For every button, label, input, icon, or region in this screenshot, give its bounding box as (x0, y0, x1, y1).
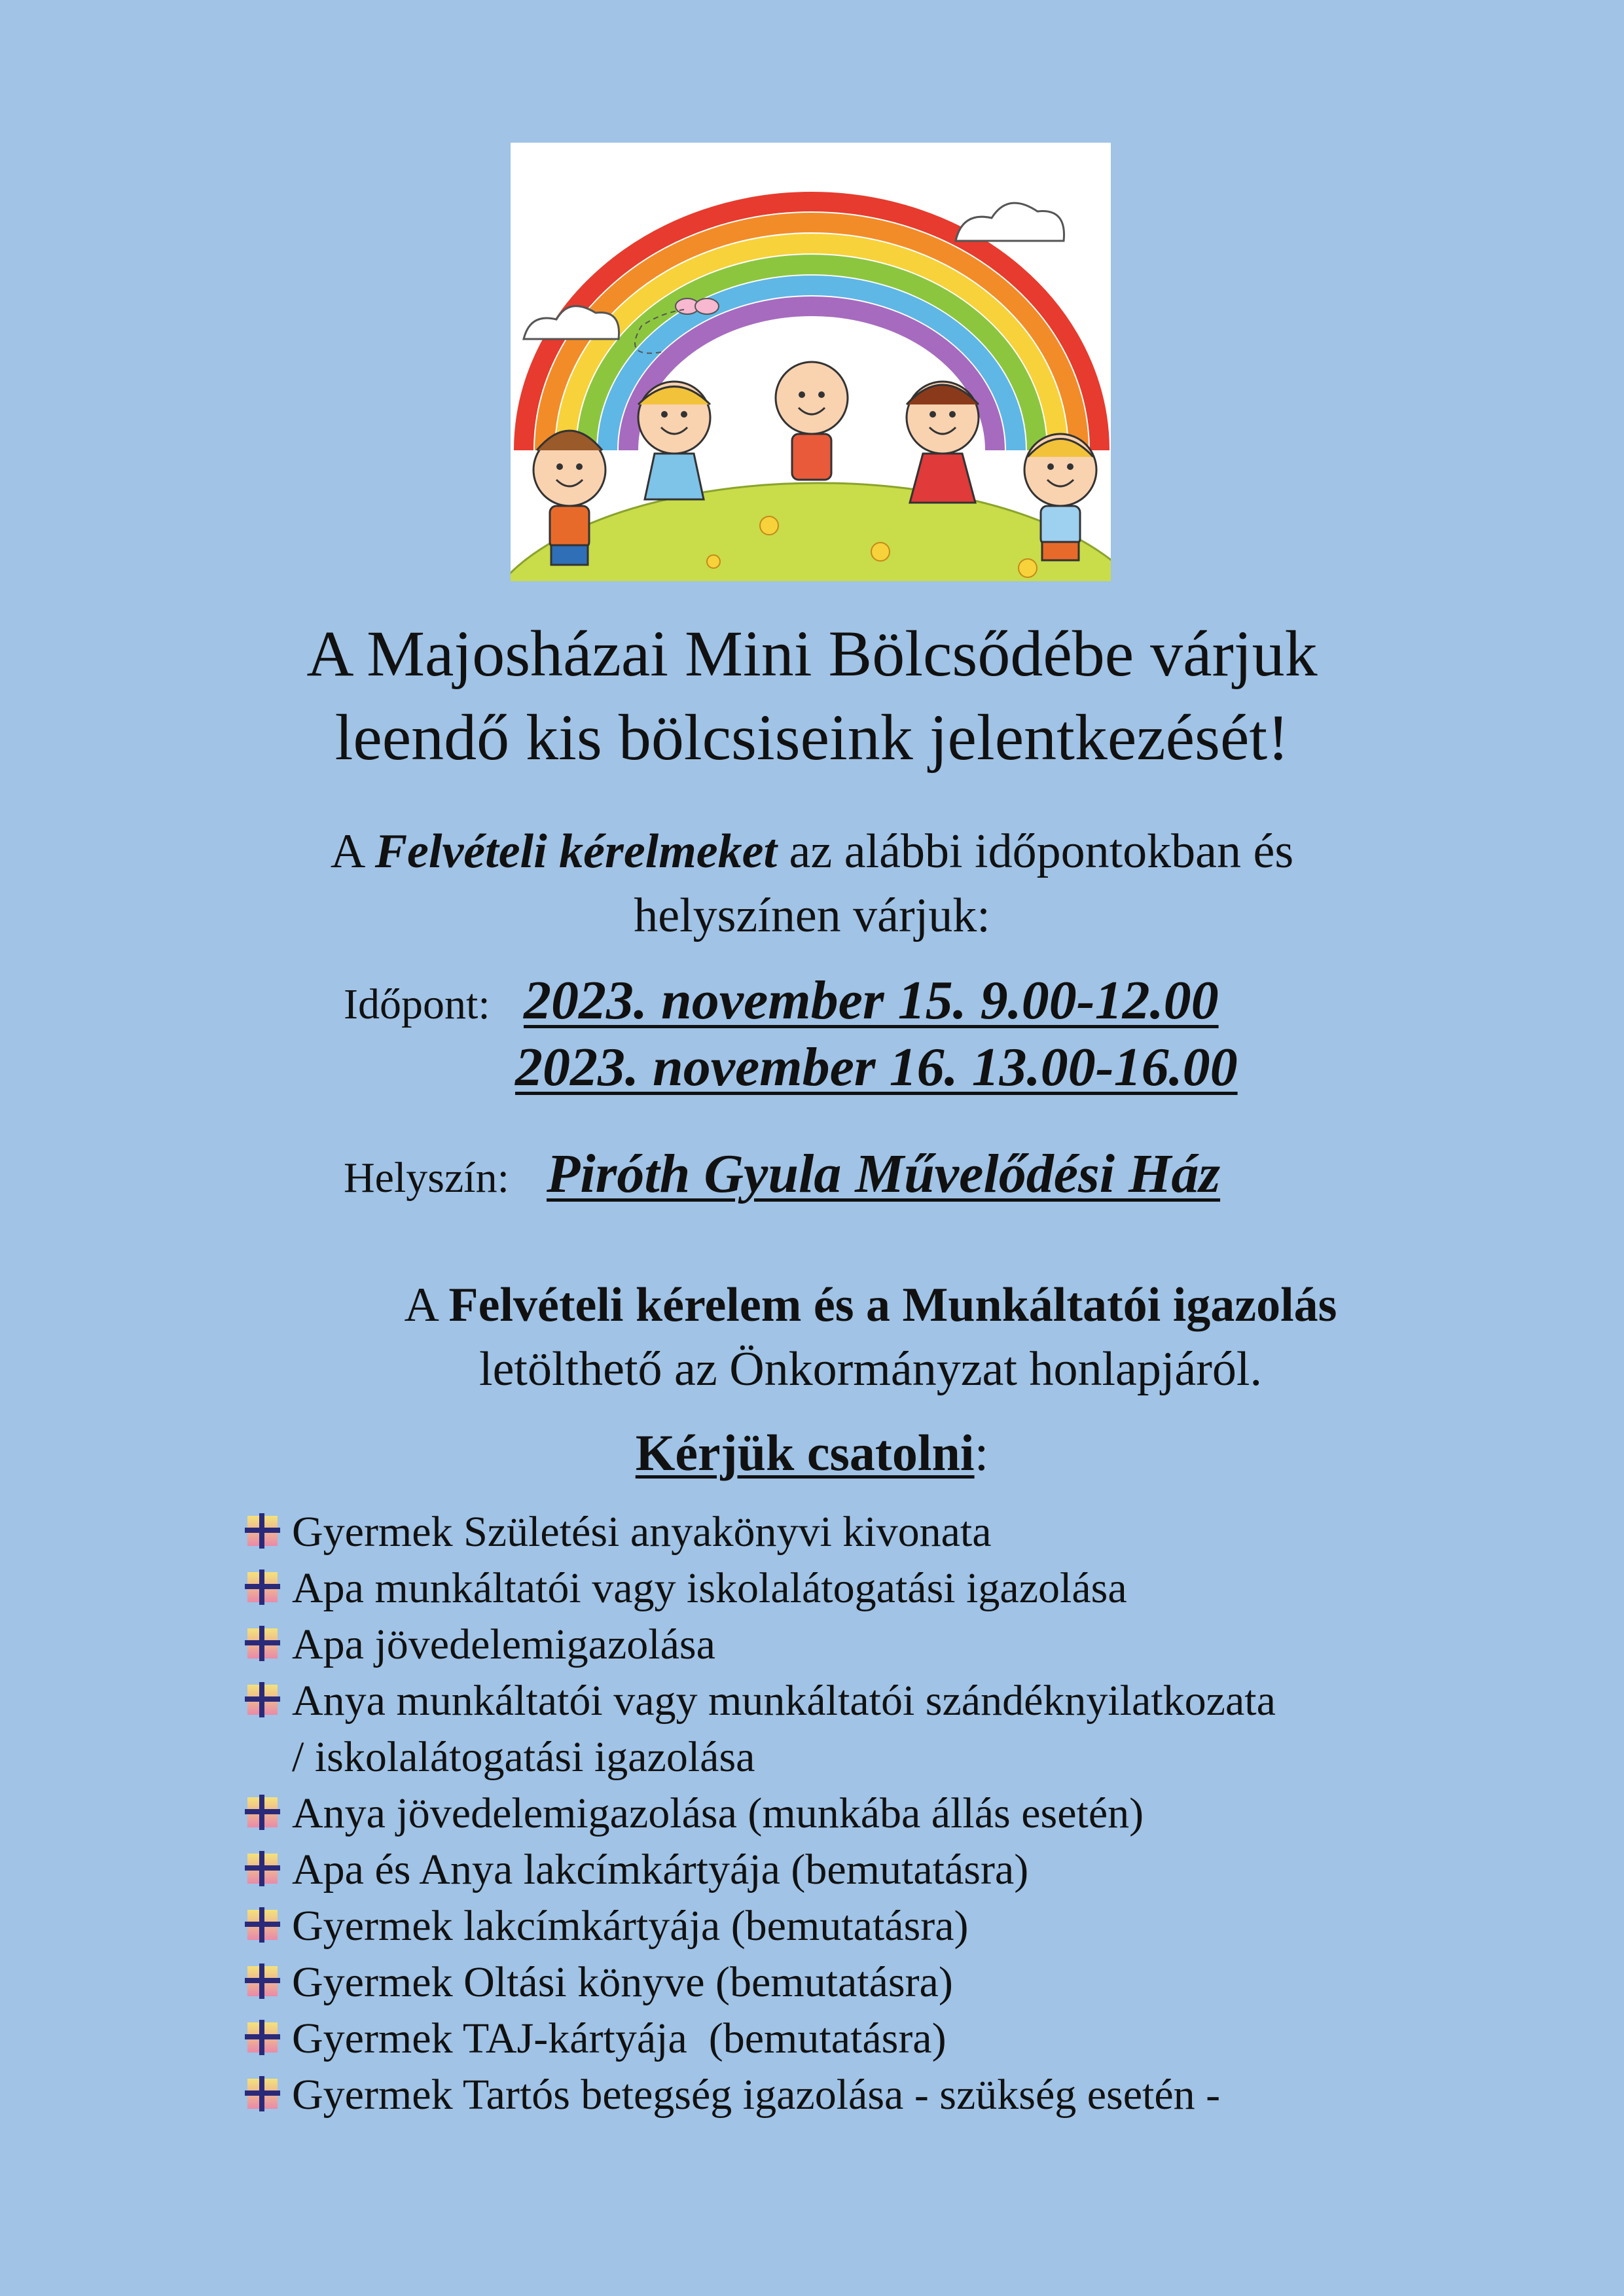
intro-text (0, 819, 1624, 948)
list-item-text: Gyermek Oltási könyve (bemutatásra) (292, 1958, 953, 2006)
list-item-text: Apa munkáltatói vagy iskolalátogatási igazolása (292, 1564, 1127, 1612)
download-line-2: letölthető az Önkormányzat honlapjáról. (479, 1342, 1262, 1396)
schedule-row-2 (344, 1035, 1238, 1102)
download-prefix: A (404, 1278, 449, 1332)
list-item-text: Apa és Anya lakcímkártyája (bemutatásra) (292, 1846, 1029, 1893)
plus-square-icon (244, 1560, 292, 1617)
plus-square-icon (244, 2067, 292, 2123)
plus-square-icon (244, 1673, 292, 1729)
schedule (344, 969, 1238, 1102)
attachments-list (244, 1504, 1276, 2123)
schedule-date-2: 2023. november 16. 13.00-16.00 (515, 1037, 1238, 1098)
schedule-label: Időpont: (344, 980, 490, 1028)
plus-square-icon (244, 1504, 292, 1560)
attachments-title (0, 1420, 1624, 1486)
list-item-text: Gyermek Tartós betegség igazolása - szükség esetén - (292, 2071, 1221, 2119)
list-item (244, 1729, 1276, 1785)
list-item (244, 1898, 1276, 1954)
list-item (244, 1785, 1276, 1842)
plus-square-icon (244, 1729, 292, 1785)
list-item (244, 1504, 1276, 1560)
attachments-title-colon: : (974, 1424, 989, 1481)
illustration-drawing (511, 143, 1111, 581)
list-item-text: Gyermek TAJ-kártyája (bemutatásra) (292, 2015, 947, 2062)
intro-prefix: A (330, 825, 375, 878)
intro-emphasis: Felvételi kérelmeket (374, 825, 778, 878)
plus-square-icon (244, 1617, 292, 1673)
download-info (281, 1273, 1460, 1401)
plus-square-icon (244, 1898, 292, 1954)
list-item (244, 1560, 1276, 1617)
plus-square-icon (244, 1785, 292, 1842)
download-emphasis: Felvételi kérelem és a Munkáltatói igazolás (448, 1278, 1337, 1332)
headline (0, 612, 1624, 780)
venue (344, 1142, 1220, 1206)
headline-line-2: leendő kis bölcsiseink jelentkezését! (334, 701, 1290, 774)
list-item-text: Apa jövedelemigazolása (292, 1621, 715, 1668)
plus-square-icon (244, 1954, 292, 2011)
download-line-1 (281, 1273, 1460, 1337)
plus-square-icon (244, 1842, 292, 1898)
schedule-date-1: 2023. november 15. 9.00-12.00 (524, 970, 1219, 1031)
venue-label: Helyszín: (344, 1154, 509, 1202)
list-item (244, 1617, 1276, 1673)
list-item (244, 1673, 1276, 1729)
intro-line-1 (0, 819, 1624, 884)
list-item-text: Gyermek lakcímkártyája (bemutatásra) (292, 1902, 969, 1950)
list-item-text: Gyermek Születési anyakönyvi kivonata (292, 1508, 992, 1556)
list-item (244, 1954, 1276, 2011)
list-item-text: Anya munkáltatói vagy munkáltatói szándéknyilatkozata (292, 1677, 1276, 1725)
list-item-text: Anya jövedelemigazolása (munkába állás esetén) (292, 1789, 1144, 1837)
venue-value: Piróth Gyula Művelődési Ház (547, 1143, 1221, 1204)
list-item (244, 1842, 1276, 1898)
intro-line-2: helyszínen várjuk: (634, 889, 990, 942)
headline-line-1: A Majosházai Mini Bölcsődébe várjuk (306, 617, 1318, 690)
list-item-text: / iskolalátogatási igazolása (292, 1733, 755, 1781)
intro-suffix: az alábbi időpontokban és (777, 825, 1294, 878)
schedule-row-1 (344, 969, 1238, 1035)
list-item (244, 2067, 1276, 2123)
list-item (244, 2011, 1276, 2067)
attachments-title-text: Kérjük csatolni (635, 1424, 975, 1481)
rainbow-children-illustration (511, 143, 1111, 581)
plus-square-icon (244, 2011, 292, 2067)
